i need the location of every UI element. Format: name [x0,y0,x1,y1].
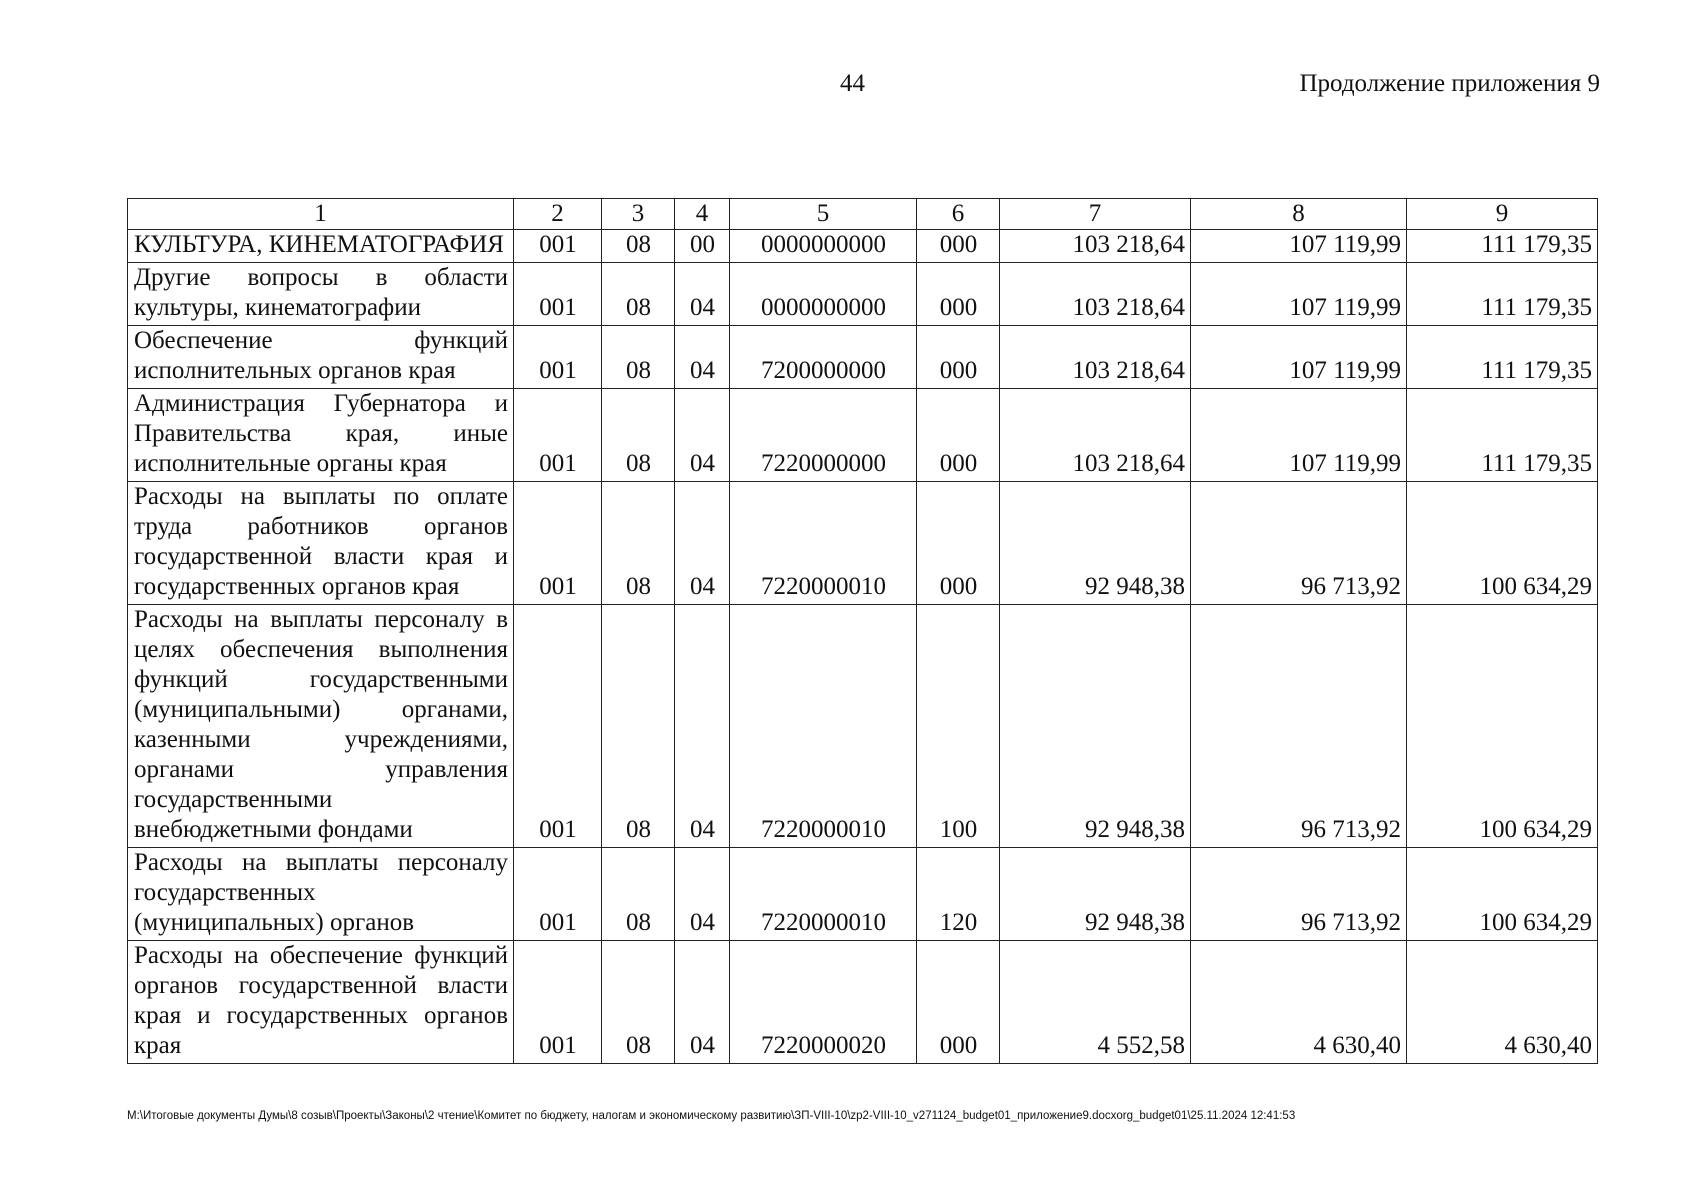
table-row [128,941,1598,1064]
cell-code: 7220000020 [730,941,917,1064]
cell-amount: 103 218,64 [1000,326,1191,389]
cell-code: 000 [917,263,1000,326]
cell-amount: 111 179,35 [1407,230,1598,263]
cell-code: 08 [602,848,675,941]
cell-code: 08 [602,263,675,326]
column-header: 1 [128,199,514,230]
cell-code: 000 [917,230,1000,263]
cell-code: 08 [602,230,675,263]
cell-code: 001 [514,389,602,482]
cell-code: 0000000000 [730,263,917,326]
cell-code: 08 [602,389,675,482]
cell-amount: 111 179,35 [1407,326,1598,389]
cell-code: 001 [514,848,602,941]
cell-code: 0000000000 [730,230,917,263]
column-header: 8 [1191,199,1407,230]
cell-amount: 96 713,92 [1191,482,1407,605]
table-header-row [128,199,1598,230]
row-name: Расходы на выплаты по оплате труда работников органов государственной власти края и государственных органов края [128,482,514,605]
cell-amount: 107 119,99 [1191,263,1407,326]
cell-amount: 4 630,40 [1407,941,1598,1064]
row-name: КУЛЬТУРА, КИНЕМАТОГРАФИЯ [128,230,514,263]
table-row [128,263,1598,326]
table-row [128,326,1598,389]
cell-amount: 107 119,99 [1191,326,1407,389]
cell-code: 001 [514,326,602,389]
cell-amount: 107 119,99 [1191,230,1407,263]
column-header: 4 [675,199,730,230]
column-header: 2 [514,199,602,230]
cell-amount: 96 713,92 [1191,848,1407,941]
column-header: 5 [730,199,917,230]
cell-code: 001 [514,230,602,263]
row-name: Расходы на выплаты персоналу в целях обеспечения выполнения функций государственными (муниципальными) органами, казенными учреждениями, органами управления государственными внебюджетными фондами [128,605,514,848]
cell-code: 000 [917,326,1000,389]
cell-code: 00 [675,230,730,263]
cell-code: 000 [917,941,1000,1064]
cell-amount: 103 218,64 [1000,263,1191,326]
table-row [128,605,1598,848]
file-path-footer: M:\Итоговые документы Думы\8 созыв\Проекты\Законы\2 чтение\Комитет по бюджету, налогам и экономическому развитию\ЗП-VIII-10\zp2-VIII-10_v271124_budget01_приложение9.docxorg_budget01\25.11.2024 12:41:53 [127,1110,1296,1122]
table-row [128,482,1598,605]
cell-code: 000 [917,482,1000,605]
cell-code: 001 [514,482,602,605]
cell-code: 04 [675,389,730,482]
cell-amount: 103 218,64 [1000,389,1191,482]
continuation-note: Продолжение приложения 9 [1299,70,1600,97]
cell-amount: 103 218,64 [1000,230,1191,263]
cell-code: 04 [675,605,730,848]
column-header: 6 [917,199,1000,230]
cell-code: 08 [602,605,675,848]
column-header: 7 [1000,199,1191,230]
cell-amount: 100 634,29 [1407,848,1598,941]
cell-code: 120 [917,848,1000,941]
cell-amount: 111 179,35 [1407,389,1598,482]
cell-code: 08 [602,326,675,389]
cell-amount: 100 634,29 [1407,482,1598,605]
cell-code: 7220000000 [730,389,917,482]
cell-amount: 92 948,38 [1000,848,1191,941]
cell-code: 001 [514,605,602,848]
cell-code: 04 [675,326,730,389]
table-row [128,848,1598,941]
cell-amount: 92 948,38 [1000,605,1191,848]
cell-code: 001 [514,263,602,326]
table-row [128,389,1598,482]
cell-code: 7220000010 [730,482,917,605]
cell-code: 000 [917,389,1000,482]
cell-code: 7200000000 [730,326,917,389]
row-name: Администрация Губернатора и Правительства края, иные исполнительные органы края [128,389,514,482]
cell-code: 001 [514,941,602,1064]
column-header: 9 [1407,199,1598,230]
column-header: 3 [602,199,675,230]
cell-code: 04 [675,482,730,605]
cell-amount: 111 179,35 [1407,263,1598,326]
cell-amount: 92 948,38 [1000,482,1191,605]
cell-code: 100 [917,605,1000,848]
cell-amount: 4 552,58 [1000,941,1191,1064]
cell-amount: 100 634,29 [1407,605,1598,848]
cell-code: 7220000010 [730,605,917,848]
cell-code: 08 [602,941,675,1064]
cell-code: 04 [675,263,730,326]
row-name: Расходы на обеспечение функций органов государственной власти края и государственных органов края [128,941,514,1064]
table-row [128,230,1598,263]
cell-code: 04 [675,941,730,1064]
row-name: Расходы на выплаты персоналу государственных (муниципальных) органов [128,848,514,941]
cell-code: 08 [602,482,675,605]
cell-amount: 4 630,40 [1191,941,1407,1064]
row-name: Обеспечение функций исполнительных органов края [128,326,514,389]
row-name: Другие вопросы в области культуры, кинематографии [128,263,514,326]
page-number: 44 [840,70,865,97]
cell-code: 7220000010 [730,848,917,941]
cell-code: 04 [675,848,730,941]
budget-table [127,198,1598,1064]
cell-amount: 96 713,92 [1191,605,1407,848]
cell-amount: 107 119,99 [1191,389,1407,482]
